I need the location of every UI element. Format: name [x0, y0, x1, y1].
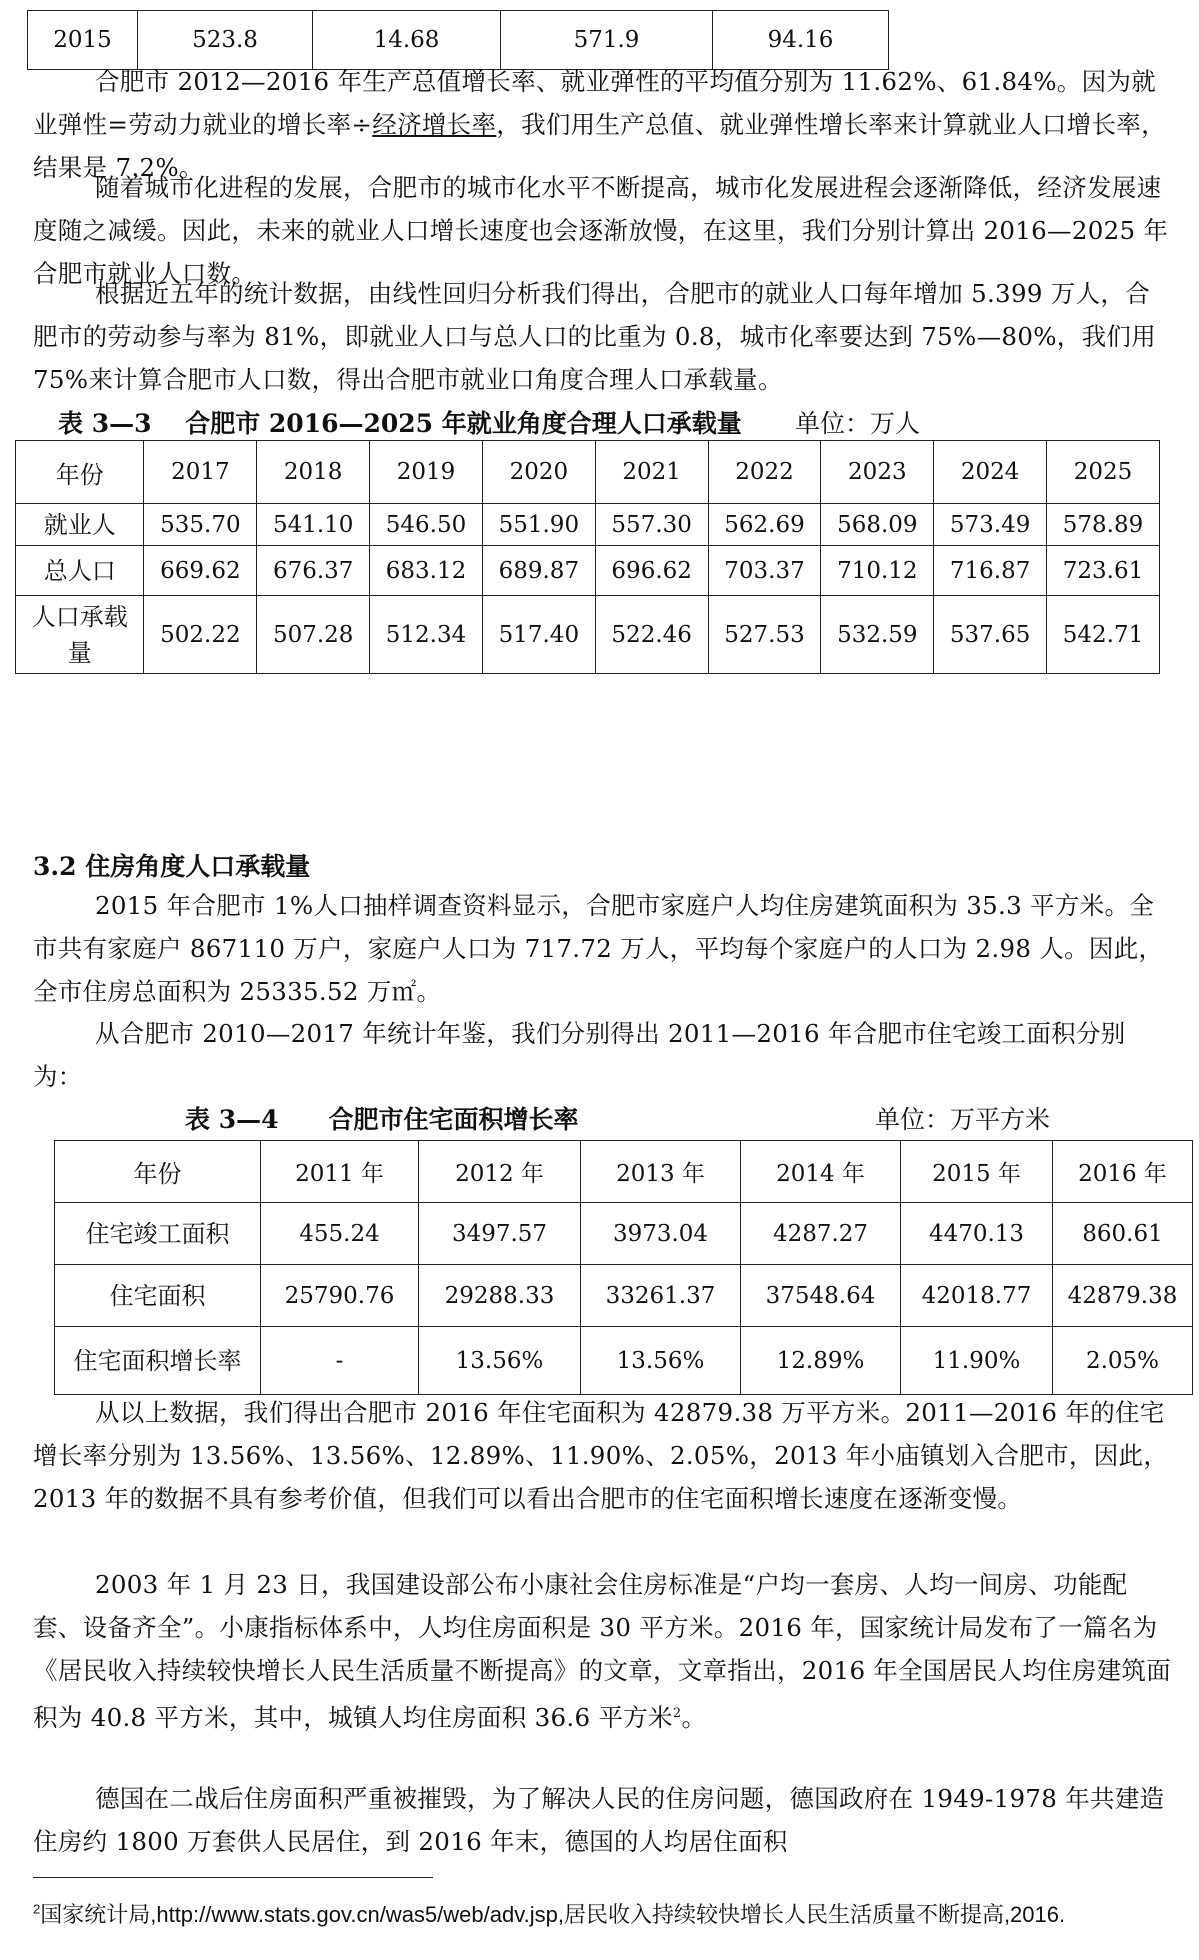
table-cell: 3497.57: [419, 1203, 581, 1265]
table-cell: 517.40: [482, 596, 595, 674]
paragraph-3: 根据近五年的统计数据，由线性回归分析我们得出，合肥市的就业人口每年增加 5.399 万人，合肥市的劳动参与率为 81%，即就业人口与总人口的比重为 0.8，城市化率要达到 75%—80%，我们用 75%来计算合肥市人口数，得出合肥市就业口角度合理人口承载量。: [33, 279, 1156, 394]
table-cell: 4470.13: [901, 1203, 1053, 1265]
table-cell: 573.49: [934, 504, 1047, 546]
table-cell: 537.65: [934, 596, 1047, 674]
year-header: 2012 年: [419, 1141, 581, 1203]
year-header: 2021: [595, 441, 708, 504]
paragraph-7: [33, 1563, 1173, 1739]
row-label: 住宅面积增长率: [55, 1327, 261, 1395]
table-cell: 557.30: [595, 504, 708, 546]
table-cell: 523.8: [138, 11, 313, 70]
row-label: 就业人: [16, 504, 144, 546]
table-cell: -: [261, 1327, 419, 1395]
table-cell: 683.12: [370, 546, 483, 596]
table-3-3-unit: 单位：万人: [795, 409, 921, 438]
table-cell: 29288.33: [419, 1265, 581, 1327]
table-cell: 546.50: [370, 504, 483, 546]
year-header: 2025: [1047, 441, 1160, 504]
year-header: 2020: [482, 441, 595, 504]
table-cell: 37548.64: [741, 1265, 901, 1327]
table-cell: 42879.38: [1053, 1265, 1193, 1327]
table-cell: 502.22: [144, 596, 257, 674]
year-header: 2023: [821, 441, 934, 504]
table-cell: 14.68: [313, 11, 501, 70]
table-cell: 11.90%: [901, 1327, 1053, 1395]
table-header-label: 年份: [16, 441, 144, 504]
table-cell: 562.69: [708, 504, 821, 546]
year-header: 2016 年: [1053, 1141, 1193, 1203]
year-header: 2018: [257, 441, 370, 504]
table-cell: 551.90: [482, 504, 595, 546]
table-cell: 541.10: [257, 504, 370, 546]
table-row: [16, 546, 1160, 596]
table-cell: 571.9: [501, 11, 713, 70]
year-header: 2017: [144, 441, 257, 504]
table-cell: 2015: [28, 11, 138, 70]
paragraph-6: 从以上数据，我们得出合肥市 2016 年住宅面积为 42879.38 万平方米。2011—2016 年的住宅增长率分别为 13.56%、13.56%、12.89%、11.90%、2.05%，2013 年小庙镇划入合肥市，因此，2013 年的数据不具有参考价值，但我们可以看出合肥市的住宅面积增长速度在逐渐变慢。: [33, 1398, 1169, 1513]
table-row: [55, 1327, 1193, 1395]
year-header: 2014 年: [741, 1141, 901, 1203]
table-cell: 860.61: [1053, 1203, 1193, 1265]
row-label: 人口承载量: [16, 596, 144, 674]
table-cell: 512.34: [370, 596, 483, 674]
table-cell: 13.56%: [581, 1327, 741, 1395]
year-header: 2022: [708, 441, 821, 504]
section-title: 3.2 住房角度人口承载量: [33, 852, 311, 881]
table-cell: 42018.77: [901, 1265, 1053, 1327]
year-header: 2024: [934, 441, 1047, 504]
footnote-mark: 2: [33, 1901, 41, 1917]
table-cell: 568.09: [821, 504, 934, 546]
paragraph-4: 2015 年合肥市 1%人口抽样调查资料显示，合肥市家庭户人均住房建筑面积为 35.3 平方米。全市共有家庭户 867110 万户，家庭户人口为 717.72 万人，平均每个家庭户的人口为 2.98 人。因此，全市住房总面积为 25335.52 万㎡。: [33, 891, 1164, 1006]
table-cell: 723.61: [1047, 546, 1160, 596]
paragraph-8: 德国在二战后住房面积严重被摧毁，为了解决人民的住房问题，德国政府在 1949-1978 年共建造住房约 1800 万套供人民居住，到 2016 年末，德国的人均居住面积: [33, 1784, 1165, 1856]
table-cell: 696.62: [595, 546, 708, 596]
paragraph-7-text-a: 2003 年 1 月 23 日，我国建设部公布小康社会住房标准是“户均一套房、人均一间房、功能配套、设备齐全”。小康指标体系中，人均住房面积是 30 平方米。2016 年，国家统计局发布了一篇名为《居民收入持续较快增长人民生活质量不断提高》的文章，文章指出，2016 年全国居民人均住房建筑面积为 40.8 平方米，其中，城镇人均住房面积 36.6 平方米: [33, 1570, 1172, 1733]
table-header-row: [16, 441, 1160, 504]
table-cell: 542.71: [1047, 596, 1160, 674]
paragraph-7-text-b: 。: [681, 1703, 707, 1733]
table-cell: 676.37: [257, 546, 370, 596]
table-cell: 535.70: [144, 504, 257, 546]
footnote-reference[interactable]: 2: [672, 1706, 682, 1721]
table-3-4-unit: 单位：万平方米: [875, 1105, 1051, 1134]
table-cell: 532.59: [821, 596, 934, 674]
economic-growth-link[interactable]: 经济增长率: [372, 110, 497, 139]
table-cell: 455.24: [261, 1203, 419, 1265]
year-header: 2019: [370, 441, 483, 504]
year-header: 2015 年: [901, 1141, 1053, 1203]
table-3-3-caption: 表 3—3 合肥市 2016—2025 年就业角度合理人口承载量: [58, 409, 742, 438]
table-cell: 3973.04: [581, 1203, 741, 1265]
paragraph-1-text-a: 合肥市 2012—2016 年生产总值增长率、就业弹性的平均值分别为 11.62%、61.84%。因为就业弹性=劳动力就业的增长率÷: [33, 67, 1156, 139]
table-cell: 13.56%: [419, 1327, 581, 1395]
footnote-text: 国家统计局,http://www.stats.gov.cn/was5/web/adv.jsp,居民收入持续较快增长人民生活质量不断提高,2016.: [40, 1902, 1066, 1927]
table-row: [16, 504, 1160, 546]
table-cell: 578.89: [1047, 504, 1160, 546]
table-header-row: [55, 1141, 1193, 1203]
paragraph-2: 随着城市化进程的发展，合肥市的城市化水平不断提高，城市化发展进程会逐渐降低，经济发展速度随之减缓。因此，未来的就业人口增长速度也会逐渐放慢，在这里，我们分别计算出 2016—2025 年合肥市就业人口数。: [33, 173, 1169, 288]
table-header-label: 年份: [55, 1141, 261, 1203]
table-cell: 25790.76: [261, 1265, 419, 1327]
table-row: [55, 1203, 1193, 1265]
footnote: [33, 1898, 1065, 1929]
table-cell: 4287.27: [741, 1203, 901, 1265]
row-label: 住宅竣工面积: [55, 1203, 261, 1265]
table-cell: 689.87: [482, 546, 595, 596]
table-cell: 12.89%: [741, 1327, 901, 1395]
table-row: [55, 1265, 1193, 1327]
table-cell: 703.37: [708, 546, 821, 596]
table-cell: 716.87: [934, 546, 1047, 596]
year-header: 2013 年: [581, 1141, 741, 1203]
table-cell: 710.12: [821, 546, 934, 596]
table-row: [16, 596, 1160, 674]
row-label: 总人口: [16, 546, 144, 596]
year-header: 2011 年: [261, 1141, 419, 1203]
table-cell: 2.05%: [1053, 1327, 1193, 1395]
paragraph-5: 从合肥市 2010—2017 年统计年鉴，我们分别得出 2011—2016 年合肥市住宅竣工面积分别为：: [33, 1019, 1126, 1091]
table-cell: 507.28: [257, 596, 370, 674]
table-cell: 527.53: [708, 596, 821, 674]
table-cell: 33261.37: [581, 1265, 741, 1327]
row-label: 住宅面积: [55, 1265, 261, 1327]
table-3-3: [15, 440, 1160, 674]
table-cell: 669.62: [144, 546, 257, 596]
table-3-4-caption: 表 3—4 合肥市住宅面积增长率: [185, 1105, 579, 1134]
table-cell: 522.46: [595, 596, 708, 674]
table-cell: 94.16: [713, 11, 889, 70]
footnote-divider: [33, 1877, 433, 1878]
paragraph-1-text-b: ，我们用生产总值、就业弹性增长率来计算就业人口增长率，结果是 7.2%。: [33, 110, 1166, 182]
table-3-4: [54, 1140, 1193, 1395]
